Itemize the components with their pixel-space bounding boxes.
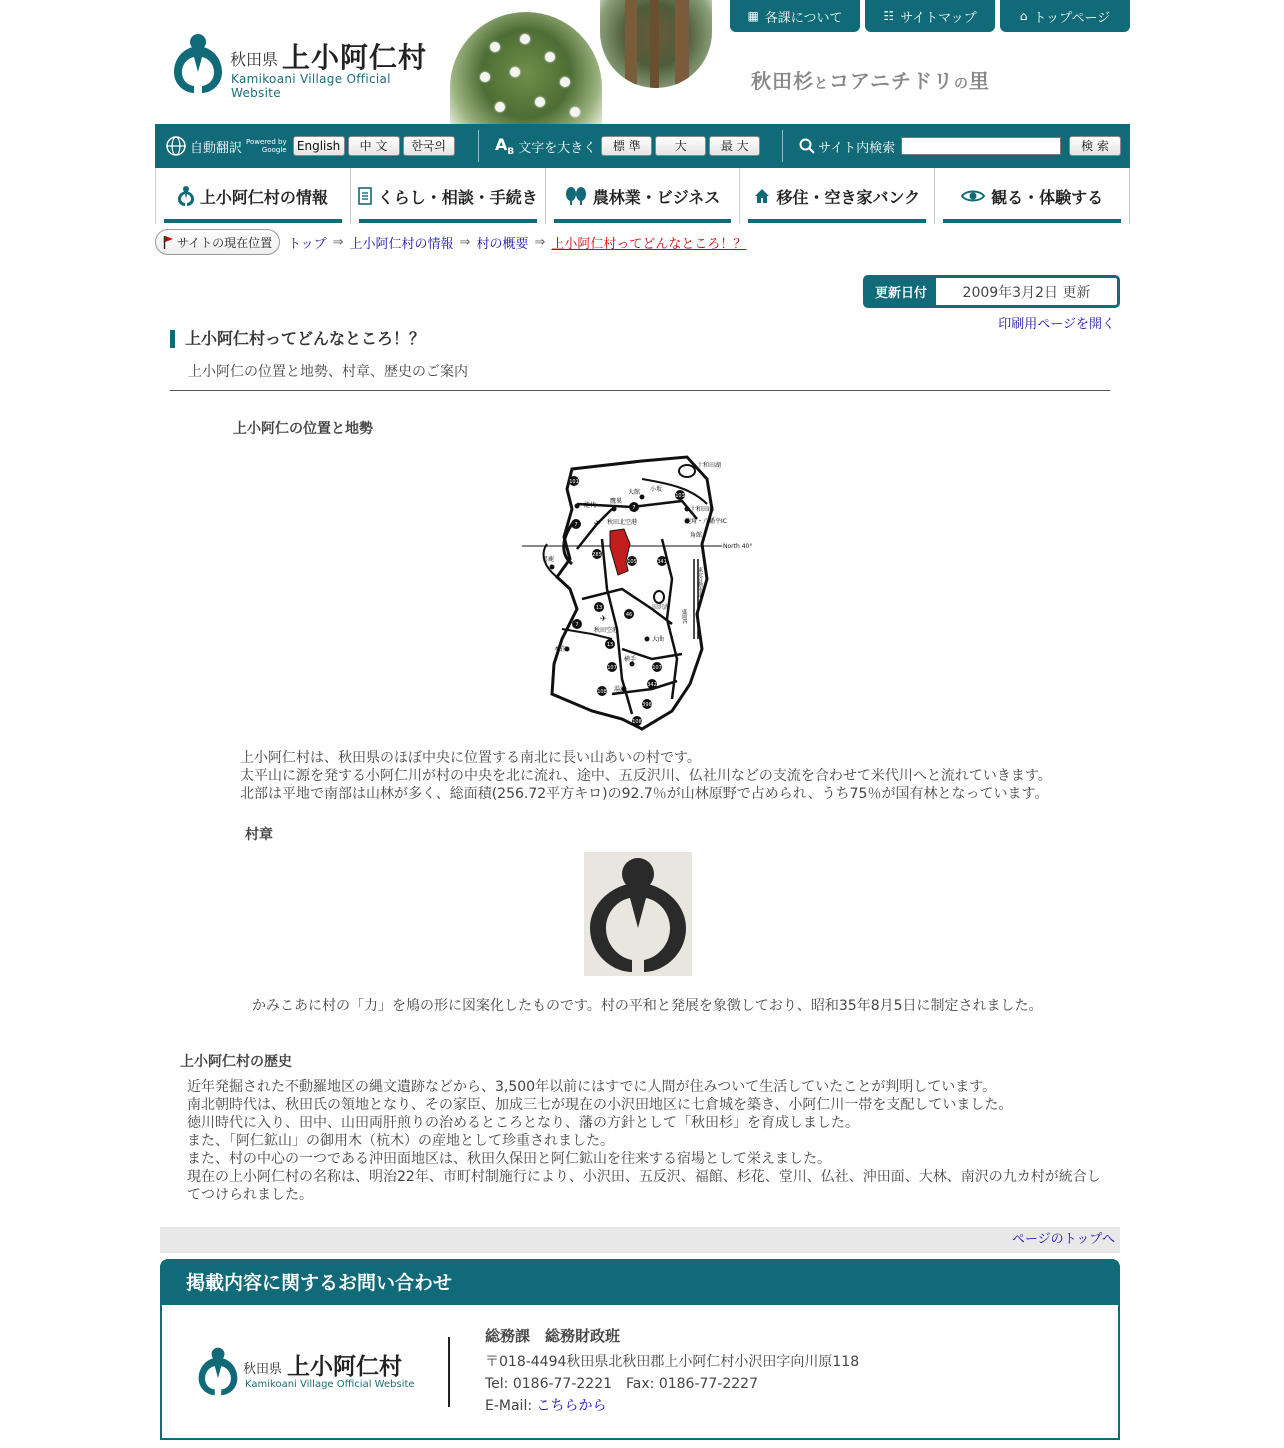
title-divider <box>170 390 1110 391</box>
map-label-expressway: 東北自動車道 <box>697 567 703 597</box>
contact-heading: 掲載内容に関するお問い合わせ <box>162 1261 1118 1305</box>
history-description: 近年発掘された不動羅地区の縄文遺跡などから、3,500年以前にはすでに人間が住みついて生活していたことが判明しています。 南北朝時代は、秋田氏の領地となり、その家臣、加成三七が現在の小沢田地区に七倉城を築き、小阿仁川一帯を支配していました。 徳川時代に入り、田中、山田両肝煎りの治めるところとなり、藩の方針として「秋田杉」を育成しました。 また、「阿仁鉱山」の御用木（杭木）の産地として珍重されました。 また、村の中心の一つである沖田面地区は、秋田久保田と阿仁鉱山を往来する宿場として栄えました。 現在の上小阿仁村の名称は、明治22年、市町村制施行により、小沢田、五反沢、福館、杉花、堂川、仏社、沖田面、大林、南沢の九カ村が統合し てつけられました。 <box>187 1079 1101 1203</box>
breadcrumb-village-overview[interactable]: 村の概要 <box>476 236 529 252</box>
village-emblem-image <box>584 852 692 976</box>
search-input[interactable] <box>901 137 1061 155</box>
village-emblem-icon <box>172 32 224 94</box>
contact-department: 総務課 総務財政班 <box>485 1327 621 1345</box>
logo-village-name: 上小阿仁村 <box>282 41 428 74</box>
lang-english-button[interactable]: English <box>293 136 345 156</box>
map-label-kosaka: 小坂 <box>650 486 663 493</box>
contact-info <box>485 1325 859 1417</box>
house-icon <box>754 188 770 204</box>
breadcrumb-village-info[interactable]: 上小阿仁村の情報 <box>349 236 454 252</box>
cedar-forest-photo <box>600 0 712 88</box>
map-label-honjo: 本荘 <box>554 646 567 653</box>
svg-text:✈: ✈ <box>600 614 607 623</box>
map-label-kakunodate: 角館 <box>690 532 703 539</box>
text-size-icon: $A_B$ <box>495 134 515 158</box>
page-top-link[interactable]: ページのトップへ <box>1011 1232 1115 1247</box>
print-page-link[interactable]: 印刷用ページを開く <box>998 317 1115 332</box>
map-label-akita-airport: 秋田空港 <box>594 627 619 634</box>
breadcrumb-arrow: ⇒ <box>534 234 546 250</box>
size-standard-button[interactable]: 標 準 <box>601 136 652 156</box>
translate-section <box>165 124 458 168</box>
utility-toolbar <box>155 124 1130 168</box>
nav-sightseeing-experience[interactable]: 観る・体験する <box>934 168 1130 224</box>
update-date-label: 更新日付 <box>866 278 936 305</box>
svg-text:13: 13 <box>606 642 614 648</box>
section-history-heading: 上小阿仁村の歴史 <box>180 1054 292 1070</box>
search-icon <box>799 138 815 154</box>
map-label-takanosu: 鷹巣 <box>610 498 623 505</box>
akita-location-map <box>522 449 757 739</box>
toolbar-divider <box>782 130 783 162</box>
svg-text:398: 398 <box>642 702 652 708</box>
map-label-tazawako: 田沢湖 <box>652 604 671 611</box>
village-emblem-icon <box>197 1346 239 1396</box>
sitemap-icon: ☷ <box>883 9 895 23</box>
breadcrumb-current[interactable]: 上小阿仁村ってどんなところ！？ <box>551 236 747 252</box>
svg-text:103: 103 <box>675 493 685 499</box>
contact-logo: 秋田県 上小阿仁村 Kamikoani Village Official Website <box>197 1346 427 1398</box>
toolbar-divider <box>478 130 479 162</box>
update-date-value: 2009年3月2日 更新 <box>962 284 1091 301</box>
location-description: 上小阿仁村は、秋田県のほぼ中央に位置する南北に長い山あいの村です。 太平山に源を発する小阿仁川が村の中央を北に流れ、途中、五反沢川、仏社川などの支流を合わせて米代川へと流れていきます。 北部は平地で南部は山林が多く、総面積(256.72平方キロ)の92.7％が山林原野で占められ、うち75％が国有林となっています。 <box>240 750 1052 802</box>
home-button[interactable]: ⌂ トップページ <box>1000 0 1130 32</box>
logo-prefecture: 秋田県 <box>230 50 279 69</box>
svg-text:342: 342 <box>647 682 657 688</box>
breadcrumb-top[interactable]: トップ <box>288 236 327 252</box>
page-title: 上小阿仁村ってどんなところ！？ <box>170 330 425 348</box>
breadcrumb-arrow: ⇒ <box>332 234 344 250</box>
current-location-badge: サイトの現在位置 <box>155 229 280 255</box>
svg-text:341: 341 <box>657 559 667 565</box>
page-subtitle: 上小阿仁の位置と地勢、村章、歴史のご案内 <box>188 364 468 380</box>
map-label-morioka: 盛岡IC <box>681 609 687 624</box>
map-label-airport-north: 秋田北空港 <box>607 519 638 526</box>
map-label-noshiro: 能代 <box>584 502 597 509</box>
map-label-kazuno: 鹿角・八幡平IC <box>685 518 727 525</box>
search-section <box>799 124 1124 168</box>
section-emblem-heading: 村章 <box>245 827 273 843</box>
svg-text:108: 108 <box>632 719 642 725</box>
lang-chinese-button[interactable]: 中 文 <box>348 136 400 156</box>
svg-text:107: 107 <box>607 665 617 671</box>
contact-box <box>160 1259 1120 1440</box>
page-top-bar <box>160 1227 1120 1253</box>
search-label: サイト内検索 <box>818 140 896 156</box>
contact-email: E-Mail: こちらから <box>485 1398 607 1414</box>
powered-by-google: Powered by Google <box>246 138 287 154</box>
contact-email-link[interactable]: こちらから <box>536 1398 607 1414</box>
nav-living-procedures[interactable]: くらし・相談・手続き <box>350 168 545 224</box>
svg-text:7: 7 <box>574 522 578 528</box>
site-logo[interactable] <box>172 32 442 100</box>
grid-icon: ▦ <box>747 9 759 23</box>
nav-village-info[interactable]: 上小阿仁村の情報 <box>155 168 350 224</box>
map-label-oga: 男鹿 <box>542 556 555 563</box>
svg-text:✈: ✈ <box>594 519 601 528</box>
map-north-label: North 40° <box>723 543 753 550</box>
map-label-omagari: 大曲 <box>652 636 665 643</box>
contact-address: 〒018-4494秋田県北秋田郡上小阿仁村小沢田字向川原118 <box>485 1354 860 1370</box>
emblem-description: かみこあに村の「力」を鳩の形に図案化したものです。村の平和と発展を象徴しており、昭和35年8月5日に制定されました。 <box>252 998 1043 1014</box>
svg-text:108: 108 <box>597 689 607 695</box>
main-navigation <box>155 168 1130 224</box>
trees-icon <box>565 187 587 205</box>
contact-phone-fax: Tel: 0186-77-2221 Fax: 0186-77-2227 <box>485 1376 758 1392</box>
nav-migration-vacant-houses[interactable]: 移住・空き家バンク <box>739 168 934 224</box>
breadcrumb-arrow: ⇒ <box>459 234 471 250</box>
flower-photo <box>450 12 602 124</box>
breadcrumb <box>155 229 746 255</box>
section-location-heading: 上小阿仁の位置と地勢 <box>233 421 373 437</box>
svg-text:13: 13 <box>595 605 603 611</box>
globe-icon <box>165 135 187 157</box>
text-size-label: 文字を大きく <box>518 140 597 156</box>
home-icon: ⌂ <box>1019 9 1028 23</box>
svg-text:101: 101 <box>569 479 579 485</box>
map-label-towada: 十和田湖 <box>697 462 722 469</box>
text-size-section <box>495 124 763 168</box>
contact-divider <box>448 1337 450 1407</box>
map-label-yokote: 横手 <box>624 656 637 663</box>
update-date-box <box>863 275 1120 308</box>
svg-text:107: 107 <box>652 665 662 671</box>
svg-text:7: 7 <box>632 505 636 511</box>
map-label-yuzawa: 湯沢 <box>614 686 627 693</box>
map-label-towada-ic: 十和田IC <box>690 506 714 513</box>
nav-agriculture-business[interactable]: 農林業・ビジネス <box>545 168 740 224</box>
lang-korean-button[interactable]: 한국의 <box>403 136 455 156</box>
svg-text:7: 7 <box>575 622 579 628</box>
size-large-button[interactable]: 大 <box>655 136 706 156</box>
site-tagline: 秋田杉とコアニチドリの里 <box>751 69 990 93</box>
document-icon <box>358 187 372 205</box>
search-button[interactable]: 検 索 <box>1069 136 1121 156</box>
svg-text:105: 105 <box>627 559 637 565</box>
flag-icon <box>163 235 173 249</box>
size-max-button[interactable]: 最 大 <box>709 136 760 156</box>
sitemap-button[interactable]: ☷ サイトマップ <box>865 0 995 32</box>
village-mark-icon <box>178 186 194 206</box>
map-label-odate: 大館 <box>628 489 641 496</box>
translate-label: 自動翻訳 <box>190 140 243 156</box>
svg-text:285: 285 <box>592 552 602 558</box>
village-emblem-icon <box>584 852 692 976</box>
svg-text:46: 46 <box>625 612 633 618</box>
logo-subtitle: Kamikoani Village Official Website <box>231 72 391 100</box>
departments-button[interactable]: ▦ 各課について <box>730 0 860 32</box>
eye-icon <box>961 189 985 203</box>
